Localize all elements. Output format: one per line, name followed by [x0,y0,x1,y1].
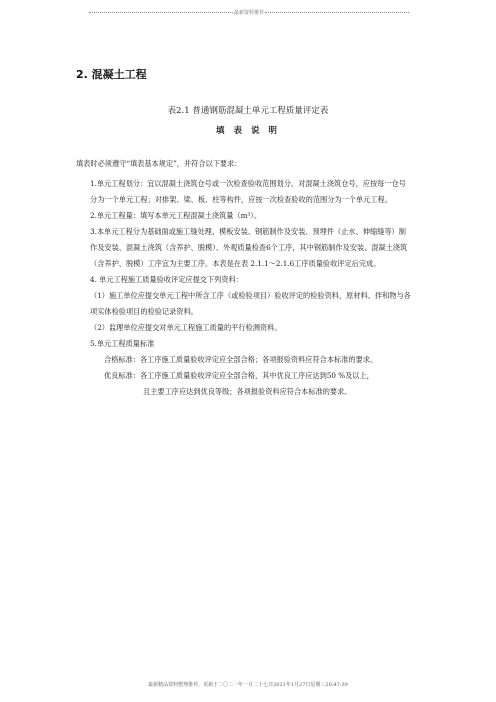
header-text: 最新资料推荐 [234,10,265,16]
item-5: 5.单元工程质量标准 [90,339,155,348]
excellent-standard-line-2: 且主要工序应达到优良等级；各项报验资料应符合本标准的要求。 [143,387,352,396]
item-4-sub-1: （1）施工单位应提交单元工程中所含工序（或检验项目）验收评定的检验资料，原材料、拌和物与各项实体检验项目的检验记录资料。 [90,291,411,316]
item-3: 3.本单元工程分为基础面或施工缝处理、模板安装、钢筋制作及安装、预埋件（止水、伸缩缝等）制作及安装、混凝土浇筑（含养护、脱模）、外观质量检查6个工序，其中钢筋制作及安装、混凝土浇筑（含养护、脱模）工序宜为主要工序。本表是在表 2.1.1～2.1.6工序质量验收评定后完成。 [90,227,408,268]
table-title: 表2.1 普通钢筋混凝土单元工程质量评定表 [167,106,329,116]
header-dots-left [89,12,233,13]
excellent-standard-line-1: 优良标准：各工序施工质量验收评定应全部合格，其中优良工序应达到50 %及以上， [104,371,374,380]
section-title: 2. 混凝土工程 [76,68,147,81]
item-4: 4. 单元工程施工质量验收评定应提交下列资料： [90,275,243,284]
page-footer: 最新精品资料整理推荐，更新于二〇二一年一月二十七日2021年1月27日星期三20:47:39 [148,682,348,688]
page-header [88,9,410,16]
item-1: 1.单元工程划分：宜以混凝土浇筑仓号或一次检查验收范围划分。对混凝土浇筑仓号，应按每一仓号分为一个单元工程；对排架、梁、板、柱等构件，应按一次检查验收的范围分为一个单元工程。 [90,179,406,204]
item-2: 2.单元工程量：填写本单元工程混凝土浇筑量（m³）。 [90,211,262,220]
instructions-body [76,156,412,400]
header-dots-right [265,12,409,13]
intro-paragraph: 填表时必须遵守“填表基本规定”，并符合以下要求： [76,159,242,168]
fill-instructions-title: 填 表 说 明 [216,126,280,136]
item-4-sub-2: （2）监理单位应提交对单元工程施工质量的平行检测资料。 [90,323,282,332]
pass-standard: 合格标准：各工序施工质量验收评定应全部合格；各项报验资料应符合本标准的要求。 [104,355,378,364]
